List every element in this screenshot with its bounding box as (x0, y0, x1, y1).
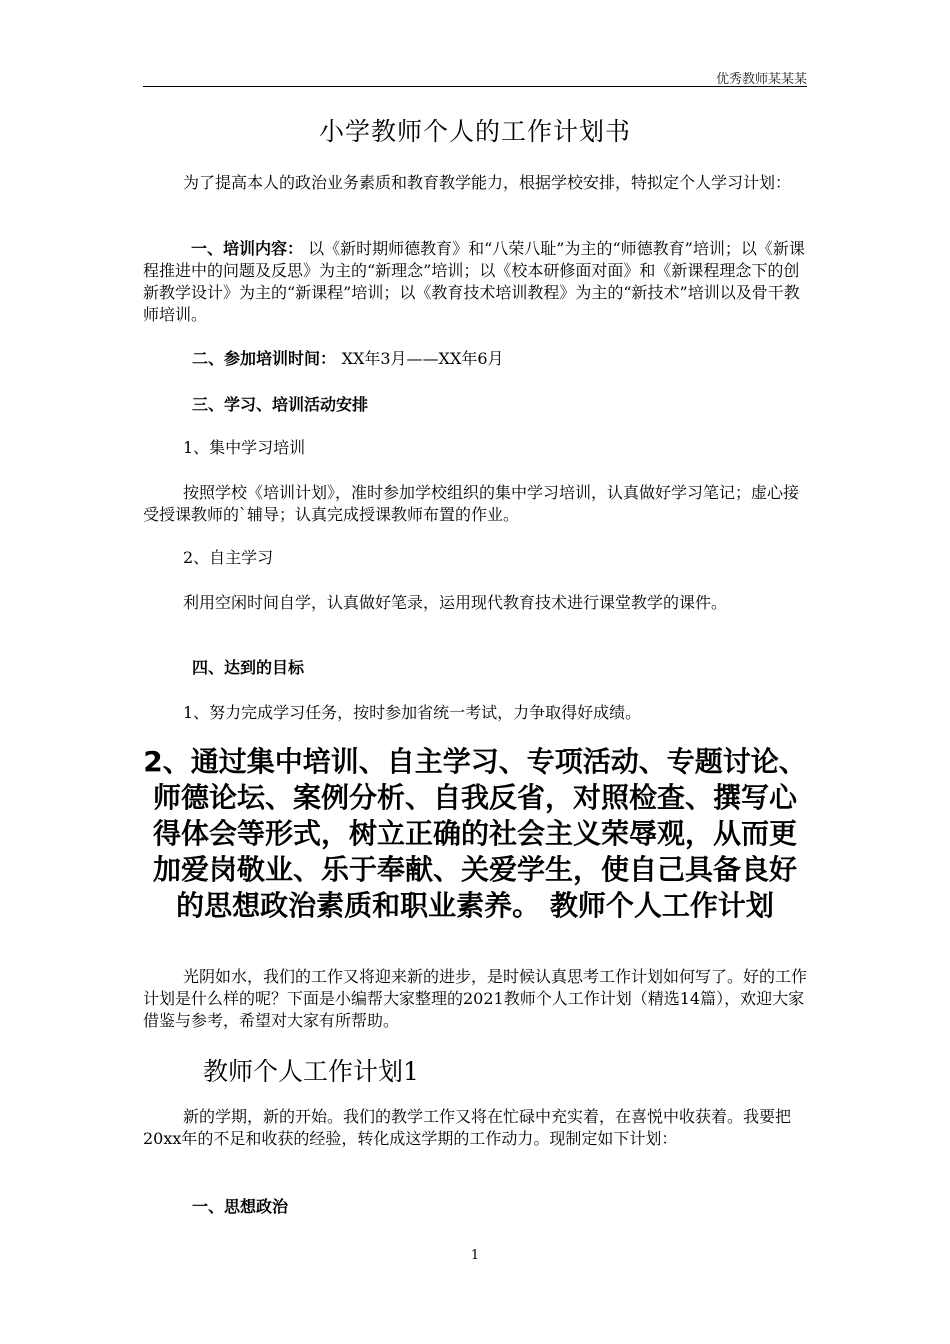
item2-label: 2、自主学习 (183, 548, 274, 567)
document-title: 小学教师个人的工作计划书 (318, 117, 631, 146)
section2-label: 二、参加培训时间： (192, 349, 337, 368)
item2-text: 利用空闲时间自学，认真做好笔录，运用现代教育技术进行课堂教学的课件。 (183, 593, 728, 612)
section2-text: XX年3月——XX年6月 (341, 349, 504, 368)
plan1-paragraph: 新的学期，新的开始。我们的教学工作又将在忙碌中充实着，在喜悦中收获着。我要把20xx年的不足和收获的经验，转化成这学期的工作动力。现制定如下计划： (143, 1107, 792, 1148)
section2-line (192, 348, 504, 370)
header-text: 优秀教师某某某 (715, 72, 807, 87)
section1-text: 以《新时期师德教育》和“八荣八耻”为主的“师德教育”培训；以《新课程推进中的问题及反思》为主的“新理念”培训；以《校本研修面对面》和《新课程理念下的创新教学设计》为主的“新课程”培训；以《教育技术培训教程》为主的“新技术”培训以及骨干教师培训。 (143, 239, 805, 324)
section1-paragraph (143, 238, 807, 326)
item1-text: 按照学校《培训计划》，准时参加学校组织的集中学习培训，认真做好学习笔记；虚心接受授课教师的`辅导；认真完成授课教师布置的作业。 (143, 483, 800, 524)
intro2-paragraph: 光阴如水，我们的工作又将迎来新的进步，是时候认真思考工作计划如何写了。好的工作计划是什么样的呢？下面是小编帮大家整理的2021教师个人工作计划（精选14篇），欢迎大家借鉴与参考，希望对大家有所帮助。 (143, 967, 808, 1030)
page-number: 1 (470, 1248, 480, 1263)
header-rule (143, 86, 807, 87)
plan1-heading: 教师个人工作计划1 (203, 1057, 419, 1086)
section3-heading: 三、学习、培训活动安排 (192, 395, 369, 414)
section1-label: 一、培训内容： (191, 239, 304, 258)
goal1-text: 1、努力完成学习任务，按时参加省统一考试，力争取得好成绩。 (183, 703, 642, 722)
item1-label: 1、集中学习培训 (183, 438, 306, 457)
goal2-text: 2、通过集中培训、自主学习、专项活动、专题讨论、师德论坛、案例分析、自我反省，对照检查、撰写心得体会等形式，树立正确的社会主义荣辱观，从而更加爱岗敬业、乐于奉献、关爱学生，使自己具备良好的思想政治素质和职业素养。 教师个人工作计划 (143, 745, 807, 922)
section4-heading: 四、达到的目标 (192, 658, 305, 677)
intro-paragraph: 为了提高本人的政治业务素质和教育教学能力，根据学校安排，特拟定个人学习计划： (183, 173, 792, 192)
politics-heading: 一、思想政治 (192, 1197, 289, 1216)
